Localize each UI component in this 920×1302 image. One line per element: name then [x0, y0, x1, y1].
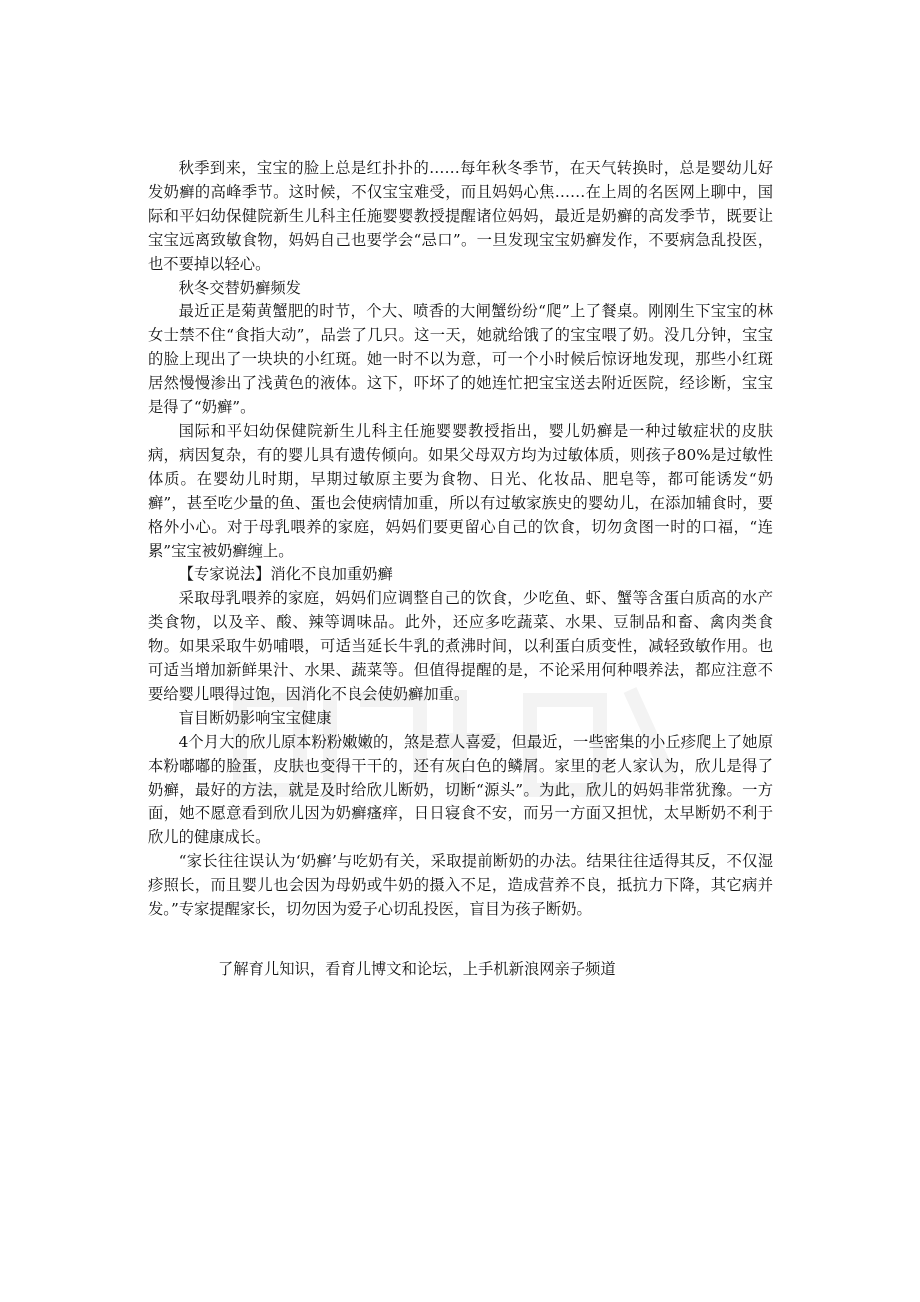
expert-explanation-paragraph: 国际和平妇幼保健院新生儿科主任施婴婴教授指出，婴儿奶癣是一种过敏症状的皮肤病，病因复杂，有的婴儿具有遗传倾向。如果父母双方均为过敏体质，则孩子80%是过敏性体质。在婴幼儿时期，早期过敏原主要为食物、日光、化妆品、肥皂等，都可能诱发“奶癣”，甚至吃少量的鱼、蛋也会使病情加重，所以有过敏家族史的婴幼儿，在添加辅食时，要格外小心。对于母乳喂养的家庭，妈妈们要更留心自己的饮食，切勿贪图一时的口福，“连累”宝宝被奶癣缠上。 [148, 421, 773, 560]
crab-story-paragraph: 最近正是菊黄蟹肥的时节，个大、喷香的大闸蟹纷纷“爬”上了餐桌。刚刚生下宝宝的林女士禁不住“食指大动”，品尝了几只。这一天，她就给饿了的宝宝喂了奶。没几分钟，宝宝的脸上现出了一块块的小红斑。她一时不以为意，可一个小时候后惊讶地发现，那些小红斑居然慢慢渗出了浅黄色的液体。这下，吓坏了的她连忙把宝宝送去附近医院，经诊断，宝宝是得了“奶癣”。 [148, 302, 773, 417]
section-heading-expert: 【专家说法】消化不良加重奶癣 [178, 565, 393, 584]
promo-footer: 了解育儿知识，看育儿博文和论坛，上手机新浪网亲子频道 [218, 960, 616, 978]
expert-quote-paragraph: “家长往往误认为‘奶癣’与吃奶有关，采取提前断奶的办法。结果往往适得其反，不仅湿疹照长，而且婴儿也会因为母奶或牛奶的摄入不足，造成营养不良，抵抗力下降，其它病并发。”专家提醒家长，切勿因为爱子心切乱投医，盲目为孩子断奶。 [148, 852, 773, 919]
article-body [148, 157, 773, 922]
section-heading-weaning: 盲目断奶影响宝宝健康 [178, 708, 332, 727]
intro-paragraph: 秋季到来，宝宝的脸上总是红扑扑的……每年秋冬季节，在天气转换时，总是婴幼儿好发奶癣的高峰季节。这时候，不仅宝宝难受，而且妈妈心焦……在上周的名医网上聊中，国际和平妇幼保健院新生儿科主任施婴婴教授提醒诸位妈妈，最近是奶癣的高发季节，既要让宝宝远离致敏食物，妈妈自己也要学会“忌口”。一旦发现宝宝奶癣发作，不要病急乱投医，也不要掉以轻心。 [148, 159, 773, 273]
section-heading-seasonal: 秋冬交替奶癣频发 [178, 278, 301, 297]
xiner-story-paragraph: 4个月大的欣儿原本粉粉嫩嫩的，煞是惹人喜爱，但最近，一些密集的小丘疹爬上了她原本粉嘟嘟的脸蛋，皮肤也变得干干的，还有灰白色的鳞屑。家里的老人家认为，欣儿是得了奶癣，最好的方法，就是及时给欣儿断奶，切断“源头”。为此，欣儿的妈妈非常犹豫。一方面，她不愿意看到欣儿因为奶癣瘙痒，日日寝食不安，而另一方面又担忧，太早断奶不利于欣儿的健康成长。 [148, 732, 773, 847]
diet-advice-paragraph: 采取母乳喂养的家庭，妈妈们应调整自己的饮食，少吃鱼、虾、蟹等含蛋白质高的水产类食物，以及辛、酸、辣等调味品。此外，还应多吃蔬菜、水果、豆制品和畜、禽肉类食物。如果采取牛奶哺喂，可适当延长牛乳的煮沸时间，以利蛋白质变性，减轻致敏作用。也可适当增加新鲜果汁、水果、蔬菜等。但值得提醒的是，不论采用何种喂养法，都应注意不要给婴儿喂得过饱，因消化不良会使奶癣加重。 [148, 589, 773, 703]
